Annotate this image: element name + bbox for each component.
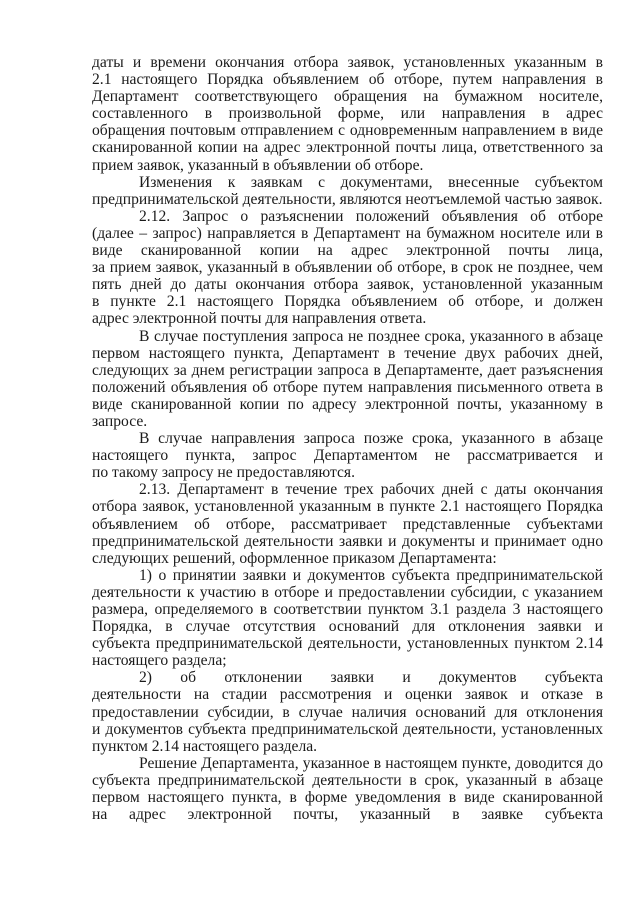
text-line: 2.1 настоящего Порядка объявлением об отборе, путем направления в xyxy=(92,71,603,89)
text-line: субъекта предпринимательской деятельности в срок, указанный в абзаце xyxy=(92,771,603,789)
text-line: даты и времени окончания отбора заявок, установленных указанным в xyxy=(92,54,603,71)
document-body xyxy=(92,54,603,823)
text-line: 2.13. Департамент в течение трех рабочих дней с даты окончания xyxy=(139,481,603,499)
text-line: первом настоящего пункта, в форме уведомления в виде сканированной xyxy=(92,789,603,807)
text-line: (далее – запрос) направляется в Департамент на бумажном носителе или в xyxy=(92,224,603,242)
text-line: на адрес электронной почты, указанный в заявке субъекта xyxy=(92,806,603,824)
text-line: виде сканированной копии по адресу электронной почты, указанному в xyxy=(92,395,603,413)
text-line: предпринимательской деятельности заявки и документы и принимает одно xyxy=(92,532,603,550)
text-line: настоящего раздела; xyxy=(92,652,227,670)
text-line: следующих решений, оформленное приказом Департамента: xyxy=(92,549,497,567)
text-line: предоставлении субсидии, в случае наличия оснований для отклонения xyxy=(92,703,603,721)
text-line: деятельности к участию в отборе и предоставлении субсидии, с указанием xyxy=(92,583,603,601)
text-line: за прием заявок, указанный в объявлении об отборе, в срок не позднее, чем xyxy=(92,259,603,277)
paragraph xyxy=(92,755,603,823)
text-line: Решение Департамента, указанное в настоящем пункте, доводится до xyxy=(139,754,603,772)
text-line: субъекта предпринимательской деятельности, установленных пунктом 2.14 xyxy=(92,635,603,653)
paragraph xyxy=(92,481,603,566)
text-line: прием заявок, указанный в объявлении об отборе. xyxy=(92,156,424,174)
text-line: 2) об отклонении заявки и документов субъекта xyxy=(139,669,603,687)
text-line: настоящего пункта, запрос Департаментом не рассматривается и xyxy=(92,447,603,465)
text-line: пунктом 2.14 настоящего раздела. xyxy=(92,737,318,755)
text-line: 2.12. Запрос о разъяснении положений объявления об отборе xyxy=(139,207,603,225)
paragraph xyxy=(92,208,603,328)
text-line: первом настоящего пункта, Департамент в течение двух рабочих дней, xyxy=(92,344,603,362)
text-line: виде сканированной копии на адрес электронной почты лица, xyxy=(92,242,603,260)
text-line: деятельности на стадии рассмотрения и оценки заявок и отказе в xyxy=(92,686,603,704)
text-line: В случае поступления запроса не позднее срока, указанного в абзаце xyxy=(139,327,603,345)
text-line: пять дней до даты окончания отбора заявок, установленной указанным xyxy=(92,276,603,294)
text-line: адрес электронной почты для направления ответа. xyxy=(92,310,427,328)
text-line: предпринимательской деятельности, являются неотъемлемой частью заявок. xyxy=(92,190,603,208)
paragraph xyxy=(92,328,603,431)
text-line: обращения почтовым отправлением с одновременным направлением в виде xyxy=(92,122,603,140)
text-line: по такому запросу не предоставляются. xyxy=(92,464,355,482)
paragraph xyxy=(92,567,603,670)
text-line: Порядка, в случае отсутствия оснований для отклонения заявки и xyxy=(92,618,603,636)
text-line: запросе. xyxy=(92,412,148,430)
text-line: и документов субъекта предпринимательской деятельности, установленных xyxy=(92,720,603,738)
text-line: В случае направления запроса позже срока, указанного в абзаце xyxy=(139,430,603,448)
text-line: в пункте 2.1 настоящего Порядка объявлением об отборе, и должен xyxy=(92,293,603,311)
text-line: составленного в произвольной форме, или направления в адрес xyxy=(92,105,603,123)
paragraph xyxy=(92,669,603,754)
paragraph xyxy=(92,430,603,481)
paragraph xyxy=(92,54,603,174)
text-line: положений объявления об отборе путем направления письменного ответа в xyxy=(92,378,603,396)
text-line: следующих за днем регистрации запроса в Департаменте, дает разъяснения xyxy=(92,361,603,379)
paragraph xyxy=(92,174,603,208)
text-line: объявлением об отборе, рассматривает представленные субъектами xyxy=(92,515,603,533)
text-line: Департамент соответствующего обращения на бумажном носителе, xyxy=(92,88,603,106)
text-line: сканированной копии на адрес электронной почты лица, ответственного за xyxy=(92,139,603,157)
text-line: 1) о принятии заявки и документов субъекта предпринимательской xyxy=(139,566,603,584)
text-line: отбора заявок, установленной указанным в пункте 2.1 настоящего Порядка xyxy=(92,498,603,516)
text-line: размера, определяемого в соответствии пунктом 3.1 раздела 3 настоящего xyxy=(92,601,603,618)
text-line: Изменения к заявкам с документами, внесенные субъектом xyxy=(139,173,603,191)
